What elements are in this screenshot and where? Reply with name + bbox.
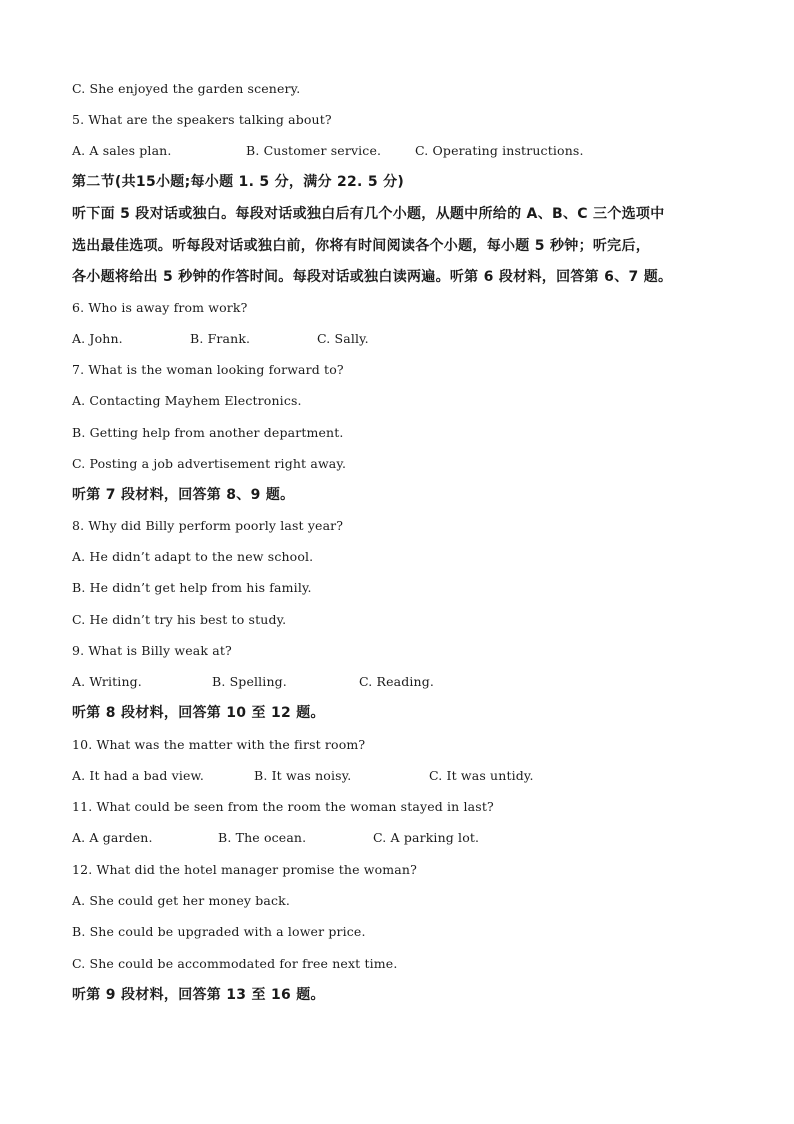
q11-option-a: A. A garden. bbox=[72, 830, 153, 845]
question-8: 8. Why did Billy perform poorly last year? bbox=[72, 518, 344, 533]
passage-9-heading: 听第 9 段材料，回答第 13 至 16 题。 bbox=[72, 987, 325, 1003]
q6-option-a: A. John. bbox=[72, 331, 123, 346]
q7-option-a: A. Contacting Mayhem Electronics. bbox=[72, 393, 302, 408]
question-5-options bbox=[72, 142, 722, 160]
q7-option-b: B. Getting help from another department. bbox=[72, 425, 344, 440]
instruction-line-3: 各小题将给出 5 秒钟的作答时间。每段对话或独白读两遍。听第 6 段材料，回答第 6、7 题。 bbox=[72, 269, 673, 285]
question-11: 11. What could be seen from the room the woman stayed in last? bbox=[72, 799, 494, 814]
q6-option-c: C. Sally. bbox=[317, 331, 369, 346]
q5-option-a: A. A sales plan. bbox=[72, 143, 172, 158]
q9-option-c: C. Reading. bbox=[359, 674, 435, 689]
question-9: 9. What is Billy weak at? bbox=[72, 643, 232, 658]
q12-option-b: B. She could be upgraded with a lower price. bbox=[72, 924, 366, 939]
q10-option-b: B. It was noisy. bbox=[254, 768, 352, 783]
instruction-line-1: 听下面 5 段对话或独白。每段对话或独白后有几个小题，从题中所给的 A、B、C 三个选项中 bbox=[72, 206, 665, 222]
q9-option-b: B. Spelling. bbox=[212, 674, 287, 689]
q6-option-b: B. Frank. bbox=[190, 331, 251, 346]
q7-option-c: C. Posting a job advertisement right away. bbox=[72, 456, 347, 471]
passage-8-heading: 听第 8 段材料，回答第 10 至 12 题。 bbox=[72, 705, 325, 721]
question-5: 5. What are the speakers talking about? bbox=[72, 112, 332, 127]
q11-option-b: B. The ocean. bbox=[218, 830, 307, 845]
question-6: 6. Who is away from work? bbox=[72, 300, 248, 315]
q10-option-a: A. It had a bad view. bbox=[72, 768, 205, 783]
q10-option-c: C. It was untidy. bbox=[429, 768, 534, 783]
q5-option-b: B. Customer service. bbox=[246, 143, 382, 158]
question-10: 10. What was the matter with the first room? bbox=[72, 737, 366, 752]
q11-option-c: C. A parking lot. bbox=[373, 830, 480, 845]
q12-option-a: A. She could get her money back. bbox=[72, 893, 290, 908]
q12-option-c: C. She could be accommodated for free next time. bbox=[72, 956, 398, 971]
passage-7-heading: 听第 7 段材料，回答第 8、9 题。 bbox=[72, 487, 295, 503]
q9-option-a: A. Writing. bbox=[72, 674, 142, 689]
section-2-title: 第二节(共15小题;每小题 1. 5 分，满分 22. 5 分) bbox=[72, 174, 405, 190]
question-12: 12. What did the hotel manager promise the woman? bbox=[72, 862, 417, 877]
instruction-line-2: 选出最佳选项。听每段对话或独白前，你将有时间阅读各个小题，每小题 5 秒钟；听完后， bbox=[72, 238, 651, 254]
q8-option-a: A. He didn’t adapt to the new school. bbox=[72, 549, 314, 564]
question-7: 7. What is the woman looking forward to? bbox=[72, 362, 344, 377]
q8-option-b: B. He didn’t get help from his family. bbox=[72, 580, 312, 595]
question-6-options bbox=[72, 330, 722, 348]
question-10-options bbox=[72, 767, 722, 785]
question-11-options bbox=[72, 829, 722, 847]
q4-option-c: C. She enjoyed the garden scenery. bbox=[72, 81, 301, 96]
q5-option-c: C. Operating instructions. bbox=[415, 143, 584, 158]
question-9-options bbox=[72, 673, 722, 691]
q8-option-c: C. He didn’t try his best to study. bbox=[72, 612, 287, 627]
